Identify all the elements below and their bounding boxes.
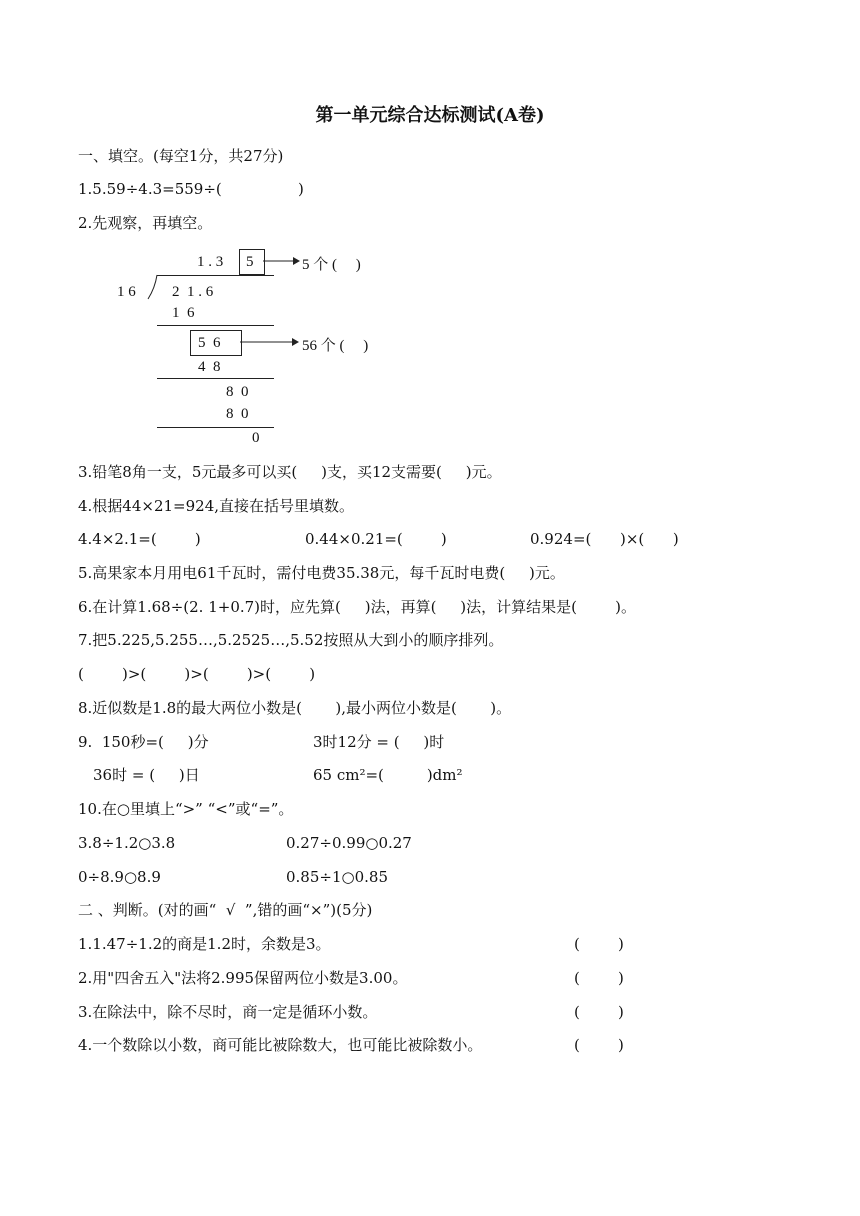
- page-title: 第一单元综合达标测试(A卷): [315, 105, 545, 126]
- label-a: 5 个 ( ): [302, 257, 361, 273]
- question-6: 6.在计算1.68÷(2. 1+0.7)时，应先算( )法，再算( )法，计算结果是( )。: [78, 598, 636, 616]
- boxed-remainder: 5 6: [198, 335, 221, 351]
- division-quotient: 1 . 3: [197, 254, 224, 270]
- divisor: 1 6: [117, 284, 136, 300]
- question-8: 8.近似数是1.8的最大两位小数是( ),最小两位小数是( )。: [78, 699, 512, 717]
- judge-item-2: 2.用"四舍五入"法将2.995保留两位小数是3.00。: [78, 969, 408, 987]
- subtract-2: 4 8: [198, 359, 221, 375]
- question-5: 5.高果家本月用电61千瓦时，需付电费35.38元，每千瓦时电费( )元。: [78, 564, 565, 582]
- question-9-d: 65 cm²=( )dm²: [313, 766, 463, 784]
- judge-answer-2[interactable]: ( ): [574, 969, 624, 987]
- question-9-a: 9. 150秒=( )分: [78, 733, 209, 751]
- subtract-1: 1 6: [172, 305, 195, 321]
- dividend: 2 1 . 6: [172, 284, 214, 300]
- question-4-item-1: 4.4×2.1=( ): [78, 530, 201, 548]
- question-7: 7.把5.225,5.255…,5.2525…,5.52按照从大到小的顺序排列。: [78, 631, 504, 649]
- judge-item-4: 4.一个数除以小数，商可能比被除数大，也可能比被除数小。: [78, 1036, 483, 1054]
- question-4: 4.根据44×21=924,直接在括号里填数。: [78, 497, 355, 515]
- judge-answer-1[interactable]: ( ): [574, 935, 624, 953]
- judge-answer-4[interactable]: ( ): [574, 1036, 624, 1054]
- question-10-item-4: 0.85÷1○0.85: [286, 868, 388, 886]
- division-bracket: [146, 274, 160, 300]
- question-4-item-3: 0.924=( )×( ): [530, 530, 679, 548]
- section1-heading: 一、填空。(每空1分，共27分): [78, 147, 284, 165]
- question-2: 2.先观察，再填空。: [78, 214, 213, 232]
- final-remainder: 0: [252, 430, 260, 446]
- question-1: 1.5.59÷4.3=559÷( ): [78, 180, 304, 198]
- question-9-b: 3时12分 = ( )时: [313, 733, 445, 751]
- label-b: 56 个 ( ): [302, 338, 369, 354]
- rule-1: [157, 325, 274, 326]
- question-3: 3.铅笔8角一支，5元最多可以买( )支，买12支需要( )元。: [78, 463, 502, 481]
- rule-3: [157, 427, 274, 428]
- arrow-a-icon: [263, 254, 301, 268]
- question-7-blanks: ( )>( )>( )>( ): [78, 665, 316, 683]
- question-10-item-3: 0÷8.9○8.9: [78, 868, 161, 886]
- question-10-item-1: 3.8÷1.2○3.8: [78, 834, 176, 852]
- question-4-item-2: 0.44×0.21=( ): [305, 530, 447, 548]
- division-bar: [157, 275, 274, 276]
- judge-answer-3[interactable]: ( ): [574, 1003, 624, 1021]
- judge-item-3: 3.在除法中，除不尽时，商一定是循环小数。: [78, 1003, 378, 1021]
- judge-item-1: 1.1.47÷1.2的商是1.2时，余数是3。: [78, 935, 331, 953]
- rule-2: [157, 378, 274, 379]
- question-10: 10.在○里填上“>” “<”或“=”。: [78, 800, 294, 818]
- remainder-2: 8 0: [226, 384, 249, 400]
- question-9-c: 36时 = ( )日: [93, 766, 200, 784]
- arrow-b-icon: [240, 335, 300, 349]
- question-10-item-2: 0.27÷0.99○0.27: [286, 834, 412, 852]
- subtract-3: 8 0: [226, 406, 249, 422]
- boxed-quotient-digit: 5: [246, 254, 254, 270]
- section2-heading: 二 、判断。(对的画“ √ ”,错的画“×”)(5分): [78, 901, 373, 919]
